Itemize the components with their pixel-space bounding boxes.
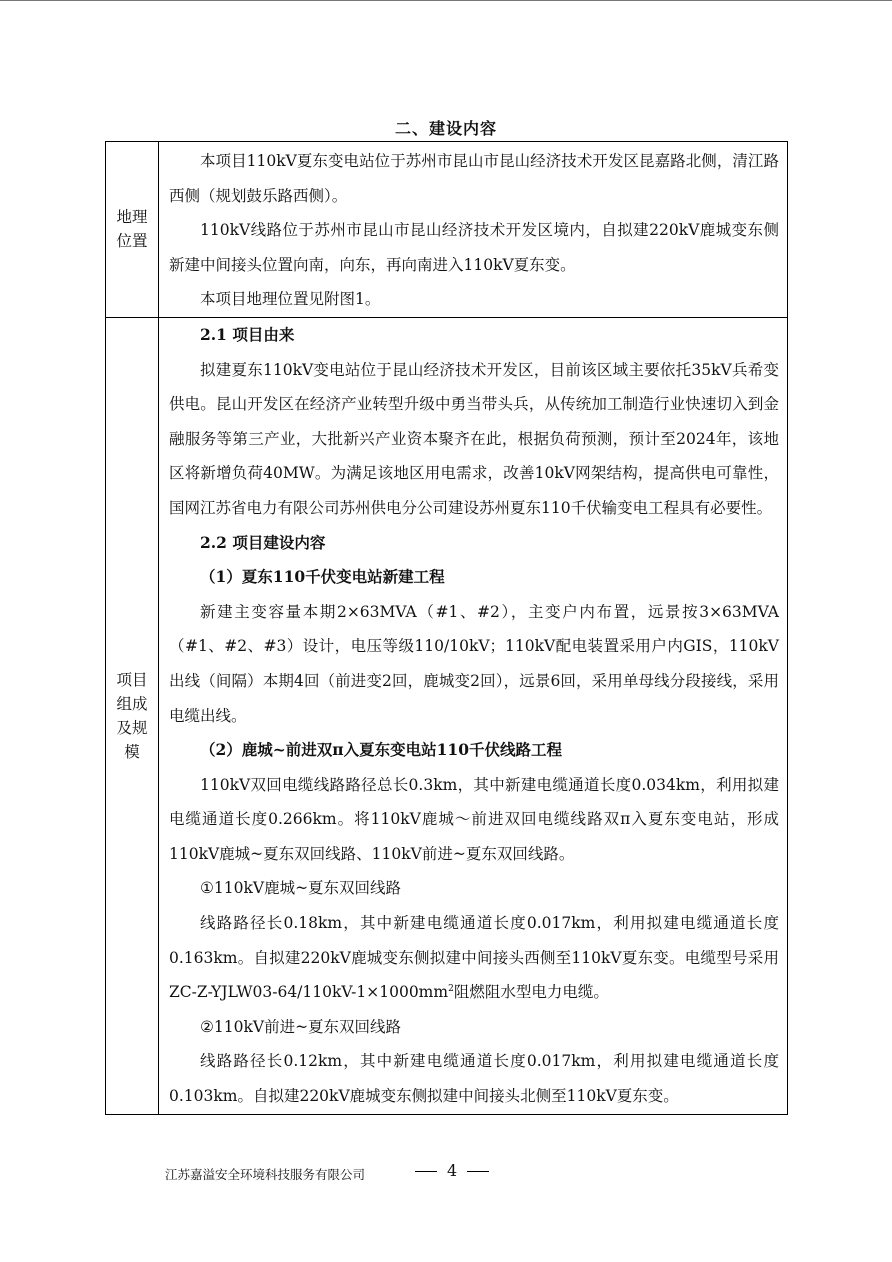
table-row-composition bbox=[106, 317, 788, 1114]
subheading: 2.1 项目由来 bbox=[200, 324, 295, 344]
paragraph: 本项目地理位置见附图1。 bbox=[200, 290, 381, 309]
paragraph: 110kV双回电缆线路路径总长0.3km，其中新建电缆通道长度0.034km，利用拟建电缆通道长度0.266km。将110kV鹿城～前进双回电缆线路双π入夏东变电站，形成110kV鹿城~夏东双回线路、110kV前进~夏东双回线路。 bbox=[169, 775, 779, 863]
page-number bbox=[405, 1161, 499, 1180]
paragraph-text: 线路路径长0.18km，其中新建电缆通道长度0.017km，利用拟建电缆通道长度0.163km。自拟建220kV鹿城变东侧拟建中间接头西侧至110kV夏东变。 bbox=[169, 914, 779, 967]
row-label-composition bbox=[106, 317, 159, 1114]
label-line: 地理 bbox=[116, 208, 148, 227]
paragraph: 新建主变容量本期2×63MVA（#1、#2），主变户内布置，远景按3×63MVA（#1、#2、#3）设计，电压等级110/10kV；110kV配电装置采用户内GIS，110kV出线（间隔）本期4回（前进变2回，鹿城变2回），远景6回，采用单母线分段接线，采用电缆出线。 bbox=[169, 602, 779, 725]
list-item-heading: ①110kV鹿城~夏东双回线路 bbox=[200, 879, 402, 898]
row-label-location bbox=[106, 142, 159, 318]
paragraph-text: 阻燃阻水型电力电缆。 bbox=[453, 983, 609, 1002]
row-content-location bbox=[159, 142, 788, 318]
label-line: 组成 bbox=[116, 694, 148, 713]
construction-content-table bbox=[105, 141, 788, 1115]
paragraph: 拟建夏东110kV变电站位于昆山经济技术开发区，目前该区域主要依托35kV兵希变供电。昆山开发区在经济产业转型升级中勇当带头兵，从传统加工制造行业快速切入到金融服务等第三产业，大批新兴产业资本聚齐在此，根据负荷预测，预计至2024年，该地区将新增负荷40MW。为满足该地区用电需求，改善10kV网架结构，提高供电可靠性，国网江苏省电力有限公司苏州供电分公司建设苏州夏东110千伏输变电工程具有必要性。 bbox=[169, 360, 779, 517]
table-row-location bbox=[106, 142, 788, 318]
subheading: 2.2 项目建设内容 bbox=[200, 532, 326, 552]
row-content-composition bbox=[159, 317, 788, 1114]
label-line: 模 bbox=[124, 742, 140, 761]
paragraph: 110kV线路位于苏州市昆山市昆山经济技术开发区境内，自拟建220kV鹿城变东侧新建中间接头位置向南，向东，再向南进入110kV夏东变。 bbox=[169, 221, 779, 274]
page-footer bbox=[165, 1163, 725, 1183]
dash-left bbox=[415, 1171, 437, 1172]
paragraph-text: 电缆型号采用ZC-Z-YJLW03-64/110kV-1×1000mm bbox=[169, 948, 779, 1002]
subheading: （1）夏东110千伏变电站新建工程 bbox=[200, 567, 445, 587]
paragraph: 本项目110kV夏东变电站位于苏州市昆山市昆山经济技术开发区昆嘉路北侧，清江路西侧（规划鼓乐路西侧）。 bbox=[169, 152, 779, 205]
page-number-value: 4 bbox=[447, 1161, 458, 1180]
label-line: 项目 bbox=[116, 670, 148, 689]
section-title: 二、建设内容 bbox=[394, 119, 497, 138]
paragraph bbox=[169, 906, 779, 1010]
superscript: 2 bbox=[448, 984, 454, 995]
subheading: （2）鹿城~前进双π入夏东变电站110千伏线路工程 bbox=[200, 740, 562, 760]
label-line: 及规 bbox=[116, 718, 148, 737]
label-line: 位置 bbox=[116, 232, 148, 251]
dash-right bbox=[467, 1171, 489, 1172]
footer-company: 江苏嘉溢安全环境科技服务有限公司 bbox=[165, 1167, 366, 1182]
paragraph: 线路路径长0.12km，其中新建电缆通道长度0.017km，利用拟建电缆通道长度0.103km。自拟建220kV鹿城变东侧拟建中间接头北侧至110kV夏东变。 bbox=[169, 1052, 779, 1106]
list-item-heading: ②110kV前进~夏东双回线路 bbox=[200, 1017, 402, 1036]
top-border-line bbox=[0, 0, 892, 1]
